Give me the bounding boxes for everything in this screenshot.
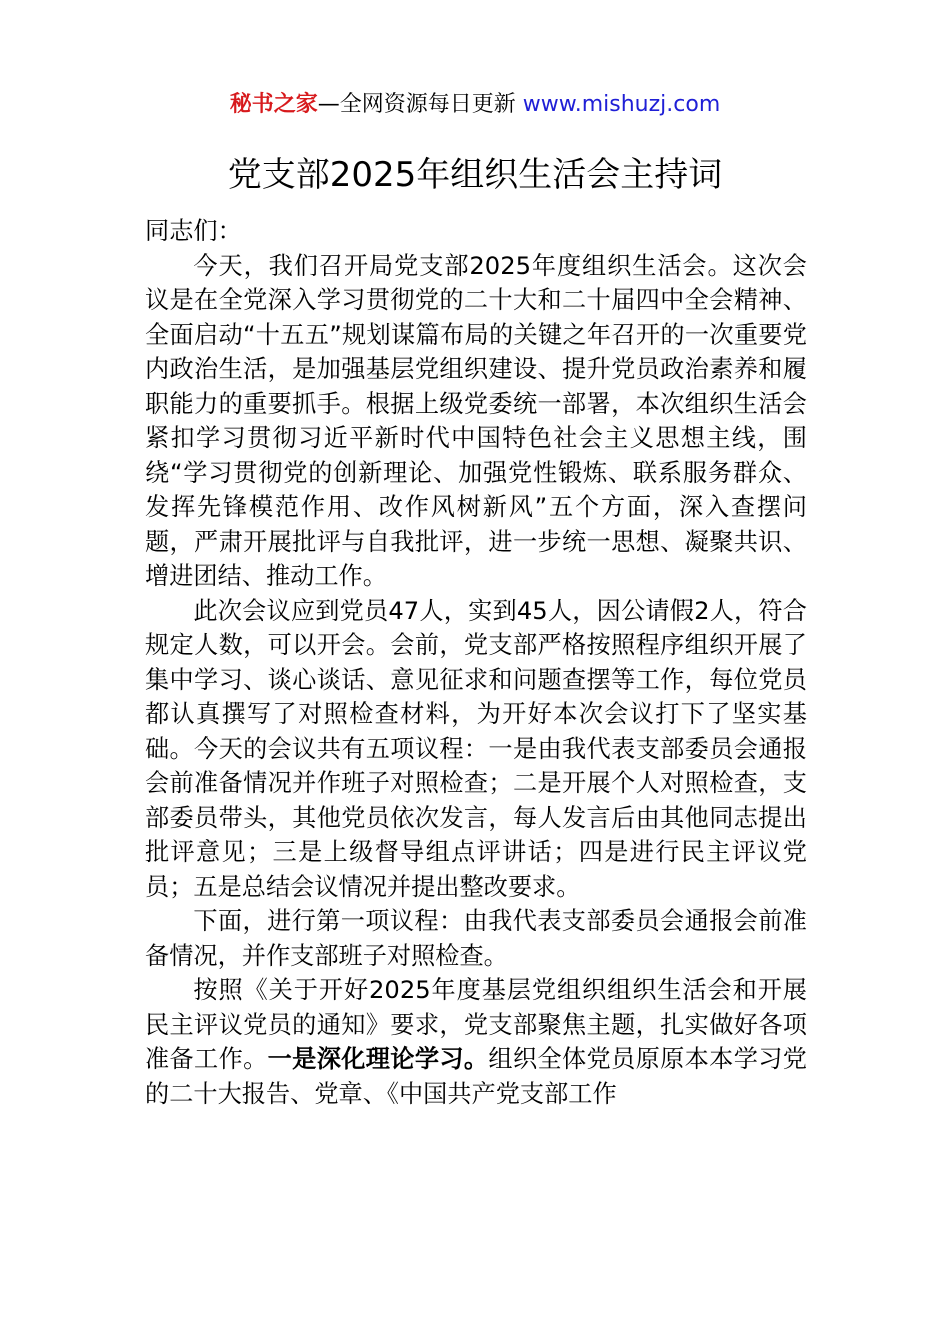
- salutation: 同志们：: [145, 217, 242, 245]
- site-header: [0, 88, 950, 122]
- paragraph-4-bold-point: 一是深化理论学习。: [267, 1045, 489, 1073]
- document-body: [145, 214, 807, 1111]
- paragraph-4-lead: 按照《关于开好2025年度基层党组织组织生活会和开展民主评议党员的通知》要求，党支部聚焦主题，扎实做好各项准备工作。: [145, 976, 807, 1073]
- body-paragraph-3: 下面，进行第一项议程：由我代表支部委员会通报会前准备情况，并作支部班子对照检查。: [145, 907, 807, 970]
- paragraph-4-rest: 组织全体党员原原本本学习党的二十大报告、党章、《中国共产党支部工作: [145, 1045, 807, 1108]
- body-paragraph-2: 此次会议应到党员47人，实到45人，因公请假2人，符合规定人数，可以开会。会前，党支部严格按照程序组织开展了集中学习、谈心谈话、意见征求和问题查摆等工作，每位党员都认真撰写了对照检查材料，为开好本次会议打下了坚实基础。今天的会议共有五项议程：一是由我代表支部委员会通报会前准备情况并作班子对照检查；二是开展个人对照检查，支部委员带头，其他党员依次发言，每人发言后由其他同志提出批评意见；三是上级督导组点评讲话；四是进行民主评议党员；五是总结会议情况并提出整改要求。: [145, 596, 807, 901]
- site-url-link[interactable]: www.mishuzj.com: [522, 92, 721, 117]
- body-paragraph-1: 今天，我们召开局党支部2025年度组织生活会。这次会议是在全党深入学习贯彻党的二十大和二十届四中全会精神、全面启动“十五五”规划谋篇布局的关键之年召开的一次重要党内政治生活，是加强基层党组织建设、提升党员政治素养和履职能力的重要抓手。根据上级党委统一部署，本次组织生活会紧扣学习贯彻习近平新时代中国特色社会主义思想主线，围绕“学习贯彻党的创新理论、加强党性锻炼、联系服务群众、发挥先锋模范作用、改作风树新风”五个方面，深入查摆问题，严肃开展批评与自我批评，进一步统一思想、凝聚共识、增进团结、推动工作。: [145, 251, 807, 590]
- document-title: 党支部2025年组织生活会主持词: [227, 155, 723, 195]
- brand-name: 秘书之家: [229, 92, 318, 117]
- header-tagline: —全网资源每日更新: [317, 92, 523, 117]
- body-paragraph-4: [145, 973, 807, 1111]
